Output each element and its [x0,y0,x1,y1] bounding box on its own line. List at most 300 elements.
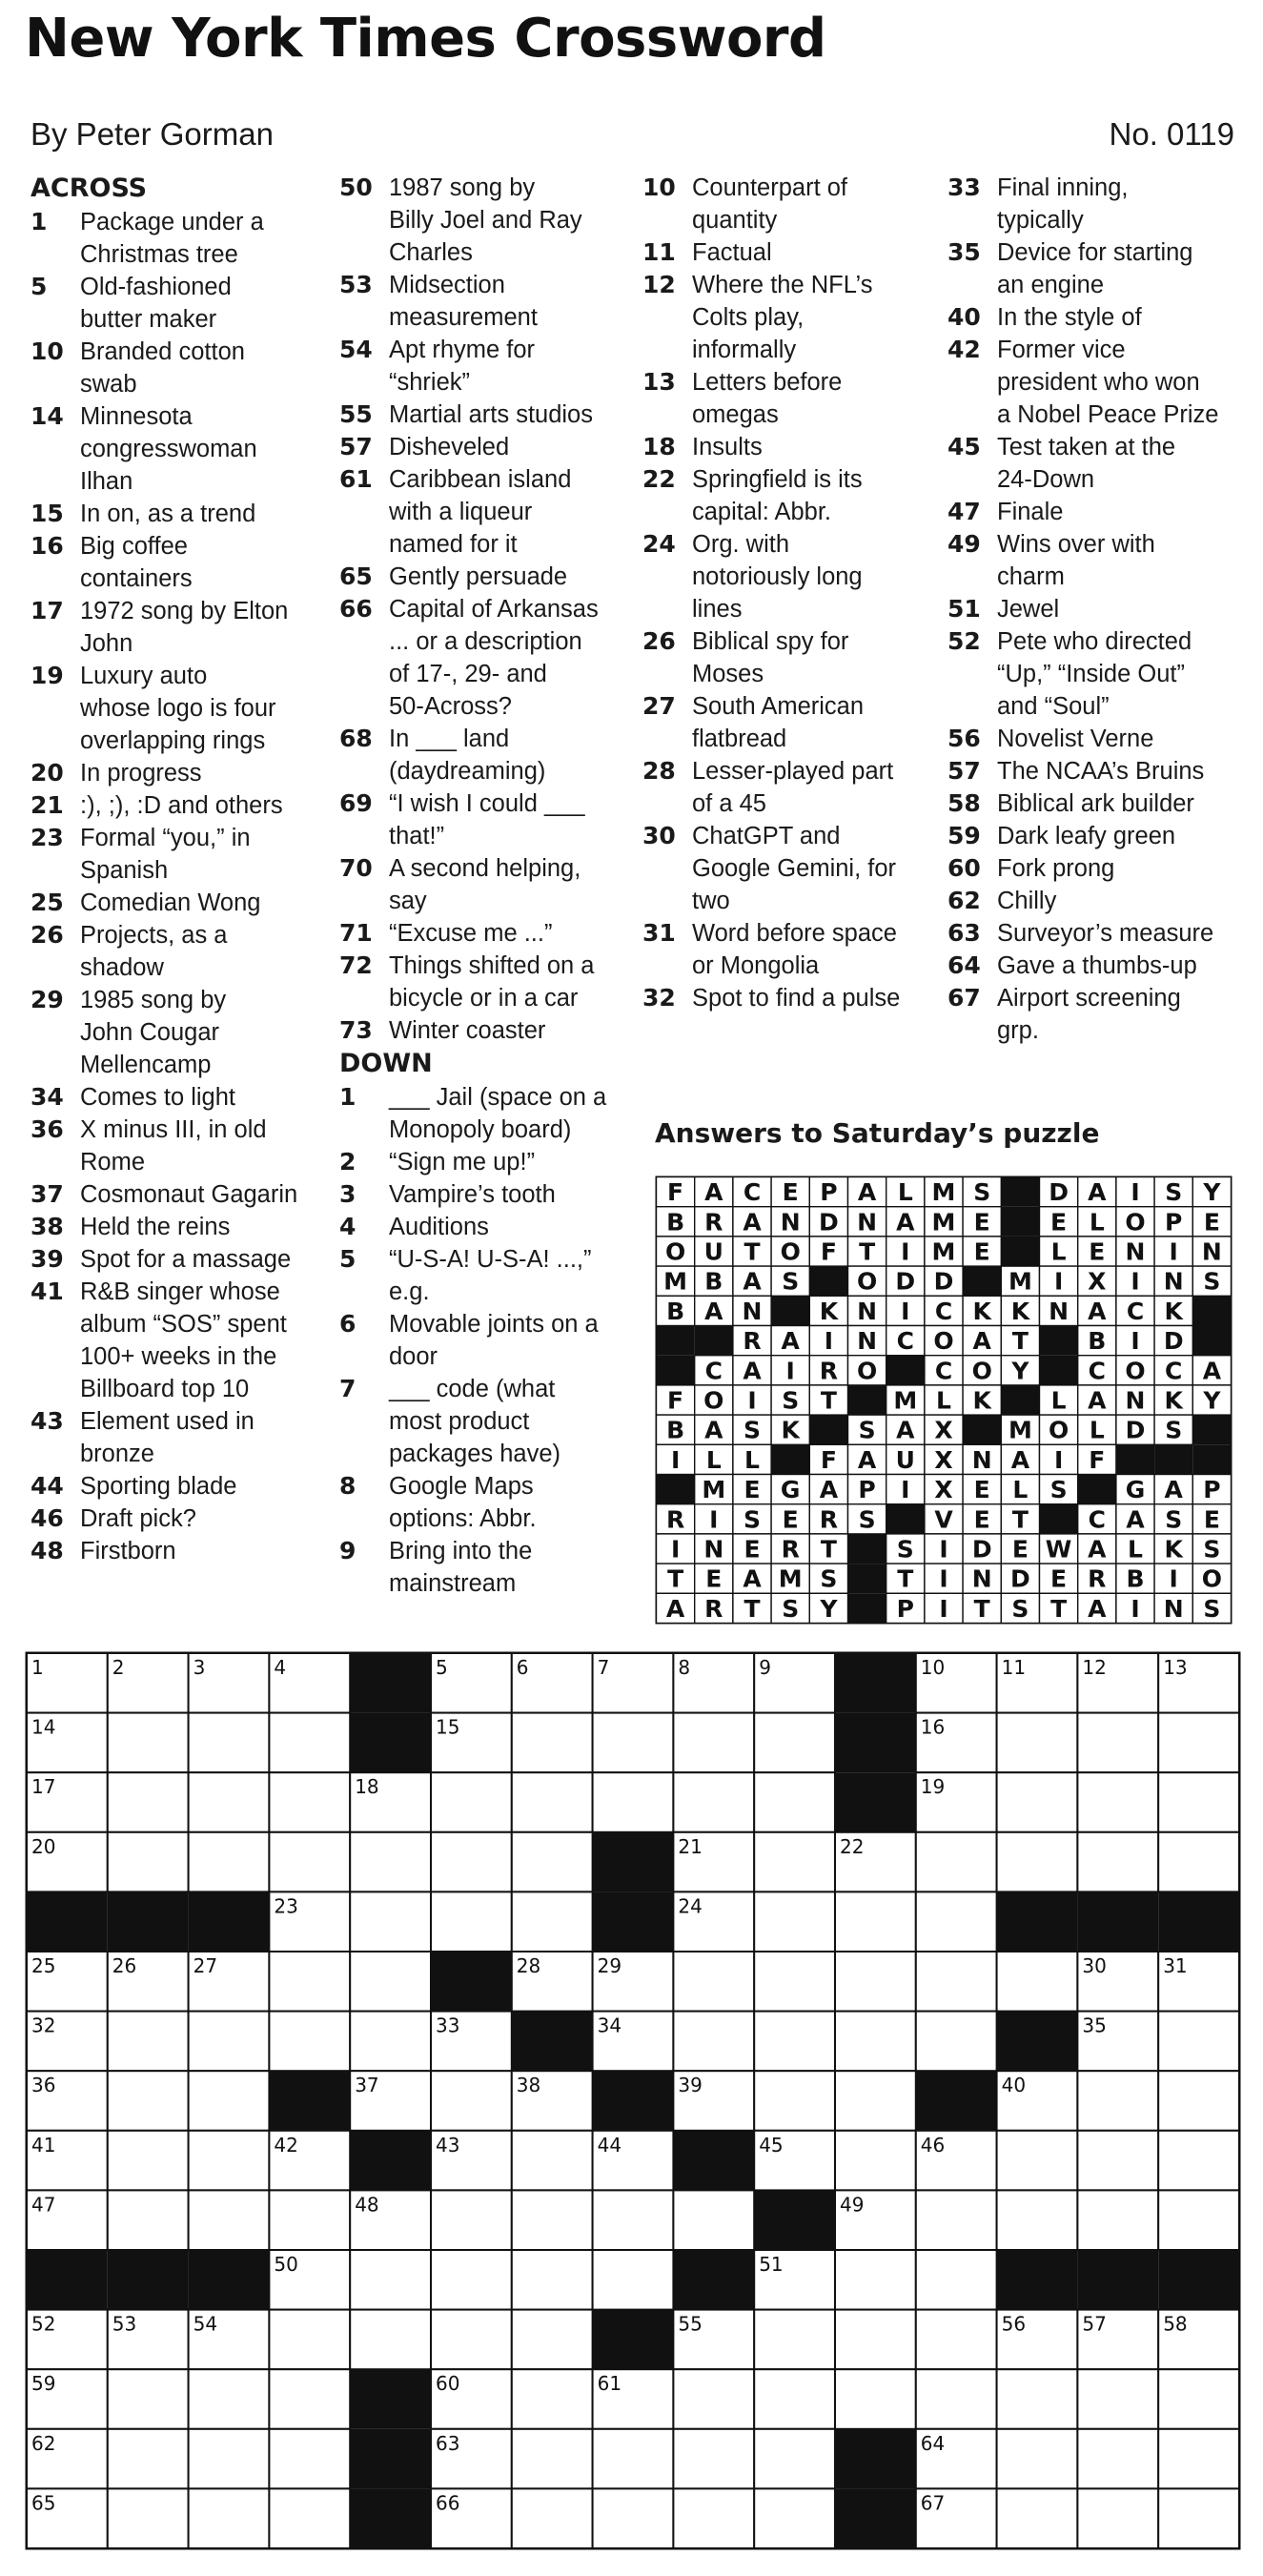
answer-letter: S [858,1505,876,1534]
puzzle-cell[interactable] [835,2310,916,2370]
puzzle-cell[interactable] [997,2429,1078,2489]
puzzle-cell[interactable] [1158,1832,1239,1892]
answer-letter: K [1010,1297,1030,1325]
clue-line: Factual [692,239,772,266]
across-clue-43 [31,1405,334,1470]
answer-letter: U [895,1445,915,1474]
puzzle-cell[interactable] [916,2310,997,2370]
clue-line: Jewel [997,596,1060,623]
clue-line: Luxury auto [80,663,208,689]
clue-number-text: 57 [947,757,981,785]
clue-number-text: 51 [947,595,981,623]
puzzle-cell[interactable] [673,2429,754,2489]
puzzle-cell[interactable] [997,2488,1078,2548]
clue-number [339,399,389,431]
clue-text [80,530,334,595]
down-clue-52 [947,625,1253,723]
clue-text [80,1114,334,1178]
puzzle-cell[interactable] [916,1952,997,2012]
puzzle-cell[interactable] [189,2071,270,2131]
puzzle-cell[interactable] [108,2071,189,2131]
cell-number: 62 [31,2431,56,2455]
cell-number: 32 [31,2014,56,2037]
puzzle-cell[interactable] [593,2190,674,2250]
puzzle-cell[interactable] [350,2310,431,2370]
answer-letter: E [973,1505,990,1534]
puzzle-cell[interactable] [512,2131,593,2191]
cell-number: 8 [678,1656,691,1679]
puzzle-cell[interactable] [431,2310,512,2370]
clue-number-text: 10 [31,337,64,365]
puzzle-cell[interactable] [431,2190,512,2250]
puzzle-cell[interactable] [350,1832,431,1892]
puzzle-cell[interactable] [108,2012,189,2072]
puzzle-cell[interactable] [1158,1772,1239,1832]
puzzle-cell[interactable] [916,2250,997,2310]
black-square [835,1713,916,1773]
puzzle-cell[interactable] [269,1772,350,1832]
puzzle-cell[interactable] [593,2488,674,2548]
answer-letter: A [704,1178,723,1207]
clue-line: Where the NFL’s [692,272,873,298]
puzzle-cell[interactable] [431,1772,512,1832]
puzzle-cell[interactable] [108,1713,189,1773]
clue-line: butter maker [80,306,217,333]
puzzle-cell[interactable] [269,2190,350,2250]
clue-line: grp. [997,1017,1039,1044]
answer-letter: S [1165,1178,1183,1207]
puzzle-cell[interactable] [1077,2429,1158,2489]
answer-letter: X [934,1416,953,1444]
clue-text [80,1535,334,1567]
puzzle-cell[interactable] [997,1772,1078,1832]
puzzle-cell[interactable] [512,2488,593,2548]
cell-number: 9 [759,1656,771,1679]
answer-letter: V [934,1505,953,1534]
puzzle-cell[interactable] [1077,1832,1158,1892]
clue-number-text: 1 [339,1083,356,1111]
puzzle-cell[interactable] [431,1832,512,1892]
puzzle-cell[interactable] [754,2310,835,2370]
clue-line: Counterpart of [692,174,848,201]
clue-line: or Mongolia [692,952,820,979]
across-clue-70 [339,852,644,917]
clue-line: “Excuse me ...” [389,920,553,947]
puzzle-cell[interactable] [997,2369,1078,2429]
puzzle-cell[interactable] [189,2190,270,2250]
puzzle-cell[interactable] [1158,2131,1239,2191]
clue-line: Winter coaster [389,1017,546,1044]
answer-letter: B [666,1416,685,1444]
puzzle-cell[interactable] [673,2012,754,2072]
puzzle-cell[interactable] [431,1891,512,1952]
puzzle-cell[interactable] [189,1832,270,1892]
puzzle-cell[interactable] [512,2369,593,2429]
answer-letter: N [1163,1594,1184,1623]
answer-letter: A [704,1416,723,1444]
answer-letter: T [820,1535,837,1564]
answer-letter: K [819,1297,839,1325]
puzzle-cell[interactable] [1158,2369,1239,2429]
puzzle-cell[interactable] [1158,1713,1239,1773]
puzzle-cell[interactable] [754,1891,835,1952]
clue-text [389,1470,644,1535]
clue-line: In ___ land [389,726,510,752]
puzzle-cell[interactable] [835,2250,916,2310]
puzzle-cell[interactable] [673,2488,754,2548]
cell-number: 1 [31,1656,44,1679]
puzzle-cell[interactable] [593,1772,674,1832]
clue-text [692,820,946,917]
answer-letter: R [743,1327,762,1356]
clue-line: Midsection [389,272,505,298]
clue-line: that!” [389,823,445,849]
clue-number-text: 9 [339,1537,356,1564]
clue-number-text: 52 [947,627,981,655]
puzzle-cell[interactable] [108,2488,189,2548]
clue-number-text: 21 [31,791,64,819]
puzzle-cell[interactable] [593,1713,674,1773]
puzzle-cell[interactable] [350,1952,431,2012]
clue-line: ___ code (what [389,1376,556,1402]
cell-number: 48 [355,2193,379,2217]
down-clue-8 [339,1470,644,1535]
puzzle-cell[interactable] [108,1832,189,1892]
puzzle-cell[interactable] [189,2429,270,2489]
puzzle-cell[interactable] [350,2250,431,2310]
across-clue-19 [31,660,334,757]
puzzle-cell[interactable] [512,2310,593,2370]
down-clue-47 [947,496,1253,528]
clue-number [31,822,80,887]
puzzle-cell[interactable] [916,1891,997,1952]
answer-letter: E [1050,1564,1068,1593]
clue-number-text: 24 [642,530,676,558]
answer-letter: C [896,1327,914,1356]
puzzle-cell[interactable] [673,1713,754,1773]
puzzle-cell[interactable] [916,2190,997,2250]
puzzle-cell[interactable] [108,2369,189,2429]
puzzle-cell[interactable] [754,1952,835,2012]
puzzle-cell[interactable] [1158,2429,1239,2489]
puzzle-cell[interactable] [1077,1713,1158,1773]
clue-number [31,1405,80,1470]
puzzle-cell[interactable] [593,2429,674,2489]
answer-letter: N [857,1327,878,1356]
answer-letter: C [1088,1357,1106,1385]
puzzle-cell[interactable] [512,1772,593,1832]
puzzle-cell[interactable] [108,2190,189,2250]
cell-number: 56 [1001,2312,1027,2336]
answer-black-square [886,1504,925,1534]
clue-line: two [692,888,730,914]
puzzle-cell[interactable] [673,1952,754,2012]
clue-number-text: 68 [339,725,373,752]
clue-number-text: 66 [339,595,373,623]
puzzle-cell[interactable] [269,2012,350,2072]
clue-line: Airport screening [997,985,1181,1012]
clue-number [339,950,389,1014]
clue-number [947,820,997,852]
puzzle-cell[interactable] [189,2012,270,2072]
clue-number-text: 7 [339,1375,356,1402]
puzzle-cell[interactable] [431,2071,512,2131]
clue-text [997,723,1253,755]
puzzle-cell[interactable] [512,2429,593,2489]
puzzle-cell[interactable] [1158,2488,1239,2548]
clue-line: The NCAA’s Bruins [997,758,1205,785]
puzzle-cell[interactable] [108,2131,189,2191]
clue-number [31,660,80,757]
clue-number [947,755,997,787]
across-clue-36 [31,1114,334,1178]
answer-letter: L [705,1445,722,1474]
answer-black-square [1001,1385,1039,1415]
clue-line: Ilhan [80,468,133,495]
puzzle-cell[interactable] [1158,2012,1239,2072]
puzzle-cell[interactable] [997,1952,1078,2012]
down-clue-62 [947,885,1253,917]
clue-number [642,463,692,528]
answer-letter: O [1125,1208,1146,1237]
puzzle-cell[interactable] [189,1772,270,1832]
puzzle-cell[interactable] [269,2310,350,2370]
clue-number-text: 11 [642,238,676,266]
answer-black-square [771,1444,809,1474]
answer-letter: I [670,1535,681,1564]
clue-line: Device for starting [997,239,1193,266]
black-square [916,2071,997,2131]
puzzle-cell[interactable] [835,2131,916,2191]
answer-letter: M [931,1237,956,1266]
answer-black-square [771,1296,809,1325]
clue-number-text: 44 [31,1472,64,1500]
puzzle-cell[interactable] [997,2190,1078,2250]
down-clue-56 [947,723,1253,755]
puzzle-cell[interactable] [189,2131,270,2191]
answer-letter: I [1131,1327,1140,1356]
puzzle-cell[interactable] [512,1713,593,1773]
clue-column-1 [31,172,334,1567]
puzzle-cell[interactable] [189,1713,270,1773]
puzzle-cell[interactable] [269,2488,350,2548]
cell-number: 38 [516,2074,541,2097]
puzzle-cell[interactable] [997,2131,1078,2191]
clue-text [80,757,334,789]
puzzle-cell[interactable] [1158,2190,1239,2250]
black-square [593,1891,674,1952]
cell-number: 20 [31,1834,56,1858]
clue-column-2 [339,172,644,1600]
cell-number: 41 [31,2133,56,2157]
puzzle-cell[interactable] [269,1832,350,1892]
puzzle-cell[interactable] [997,1713,1078,1773]
puzzle-cell[interactable] [189,2369,270,2429]
puzzle-cell[interactable] [1077,2131,1158,2191]
answer-letter: S [782,1594,800,1623]
black-square [189,2250,270,2310]
clue-number-text: 26 [31,921,64,949]
puzzle-cell[interactable] [350,2012,431,2072]
clue-line: quantity [692,207,778,234]
answer-letter: N [1049,1297,1069,1325]
cell-number: 4 [274,1656,287,1679]
clue-line: X minus III, in old [80,1116,267,1143]
clue-number [339,269,389,334]
puzzle-cell[interactable] [754,1713,835,1773]
cell-number: 17 [31,1775,56,1799]
puzzle-cell[interactable] [512,1832,593,1892]
clue-line: Movable joints on a [389,1311,599,1338]
puzzle-cell[interactable] [108,2429,189,2489]
black-square [997,1891,1078,1952]
puzzle-cell[interactable] [754,2488,835,2548]
puzzle-cell[interactable] [512,1891,593,1952]
clue-line: Firstborn [80,1538,176,1564]
puzzle-cell[interactable] [673,2369,754,2429]
puzzle-cell[interactable] [431,2250,512,2310]
clue-line: “Sign me up!” [389,1149,536,1176]
puzzle-cell[interactable] [1077,2190,1158,2250]
puzzle-cell[interactable] [189,2488,270,2548]
answer-letter: X [1088,1267,1107,1296]
down-clue-42 [947,334,1253,431]
black-square [108,1891,189,1952]
clue-text [997,787,1253,820]
puzzle-cell[interactable] [512,2190,593,2250]
puzzle-cell[interactable] [835,2071,916,2131]
black-square [350,2488,431,2548]
clue-line: containers [80,565,193,592]
across-clue-38 [31,1211,334,1243]
clue-line: say [389,888,427,914]
puzzle-cell[interactable] [754,2369,835,2429]
clue-number-text: 20 [31,759,64,787]
answer-letter: S [1011,1594,1029,1623]
puzzle-cell[interactable] [835,2012,916,2072]
answer-black-square [809,1415,847,1444]
answer-letter: X [934,1476,953,1504]
answer-letter: M [778,1564,803,1593]
cell-number: 11 [1001,1656,1027,1679]
puzzle-cell[interactable] [1077,2071,1158,2131]
clue-number [31,1276,80,1405]
puzzle-cell[interactable] [1077,2369,1158,2429]
clue-line: Dark leafy green [997,823,1176,849]
puzzle-cell[interactable] [673,1772,754,1832]
clue-line: Monopoly board) [389,1116,572,1143]
puzzle-cell[interactable] [1077,1772,1158,1832]
answer-black-square [1001,1177,1039,1207]
clue-text [80,336,334,400]
puzzle-cell[interactable] [754,1832,835,1892]
puzzle-cell[interactable] [269,1713,350,1773]
answer-letter: K [972,1386,991,1415]
clue-line: ... or a description [389,628,582,655]
across-clue-50 [339,172,644,269]
clue-number [31,1503,80,1535]
puzzle-cell[interactable] [269,1952,350,2012]
answer-letter: M [702,1476,726,1504]
across-clue-53 [339,269,644,334]
puzzle-cell[interactable] [108,1772,189,1832]
clue-line: named for it [389,531,518,558]
puzzle-cell[interactable] [916,2012,997,2072]
across-clue-16 [31,530,334,595]
answer-black-square [848,1534,886,1564]
clue-line: Vampire’s tooth [389,1181,556,1208]
answer-letter: G [1125,1476,1146,1504]
puzzle-cell[interactable] [835,1891,916,1952]
across-clue-65 [339,561,644,593]
clue-number-text: 10 [642,174,676,201]
clue-line: omegas [692,401,779,428]
clue-number-text: 2 [339,1148,356,1176]
clue-line: mainstream [389,1570,517,1597]
puzzle-cell[interactable] [997,1832,1078,1892]
clue-number [339,334,389,399]
puzzle-cell[interactable] [835,1952,916,2012]
puzzle-cell[interactable] [835,2369,916,2429]
clue-line: Spot to find a pulse [692,985,901,1012]
clue-column-3 [642,172,946,1014]
clue-text [997,917,1253,950]
puzzle-cell[interactable] [512,2250,593,2310]
puzzle-cell[interactable] [593,2250,674,2310]
puzzle-cell[interactable] [916,1832,997,1892]
puzzle-cell[interactable] [1158,2071,1239,2131]
clue-text [389,269,644,334]
down-clue-33 [947,172,1253,236]
clue-text [389,1178,644,1211]
puzzle-cell[interactable] [673,2190,754,2250]
clue-number-text: 18 [642,433,676,460]
answer-letter: E [744,1476,761,1504]
puzzle-cell[interactable] [754,2429,835,2489]
puzzle-cell[interactable] [1077,2488,1158,2548]
across-clue-61 [339,463,644,561]
puzzle-cell[interactable] [350,1891,431,1952]
puzzle-cell[interactable] [754,2071,835,2131]
answer-letter: C [1126,1297,1145,1325]
cell-number: 64 [920,2431,946,2455]
clue-number-text: 38 [31,1213,64,1240]
clue-text [80,887,334,919]
black-square [835,2429,916,2489]
answer-letter: I [747,1386,757,1415]
answer-letter: A [819,1476,839,1504]
puzzle-cell[interactable] [754,2012,835,2072]
down-clue-40 [947,301,1253,334]
clue-text [997,593,1253,625]
black-square [431,1952,512,2012]
clue-text [389,917,644,950]
clue-number-text: 12 [642,271,676,298]
across-clue-54 [339,334,644,399]
clue-text [80,789,334,822]
answer-letter: N [857,1208,878,1237]
puzzle-cell[interactable] [916,2369,997,2429]
clue-line: capital: Abbr. [692,499,832,525]
answer-black-square [657,1475,695,1504]
puzzle-cell[interactable] [269,2369,350,2429]
clue-number [31,400,80,498]
puzzle-cell[interactable] [754,1772,835,1832]
cell-number: 40 [1001,2074,1027,2097]
down-clue-64 [947,950,1253,982]
answer-letter: A [1088,1594,1107,1623]
puzzle-cell[interactable] [269,2429,350,2489]
